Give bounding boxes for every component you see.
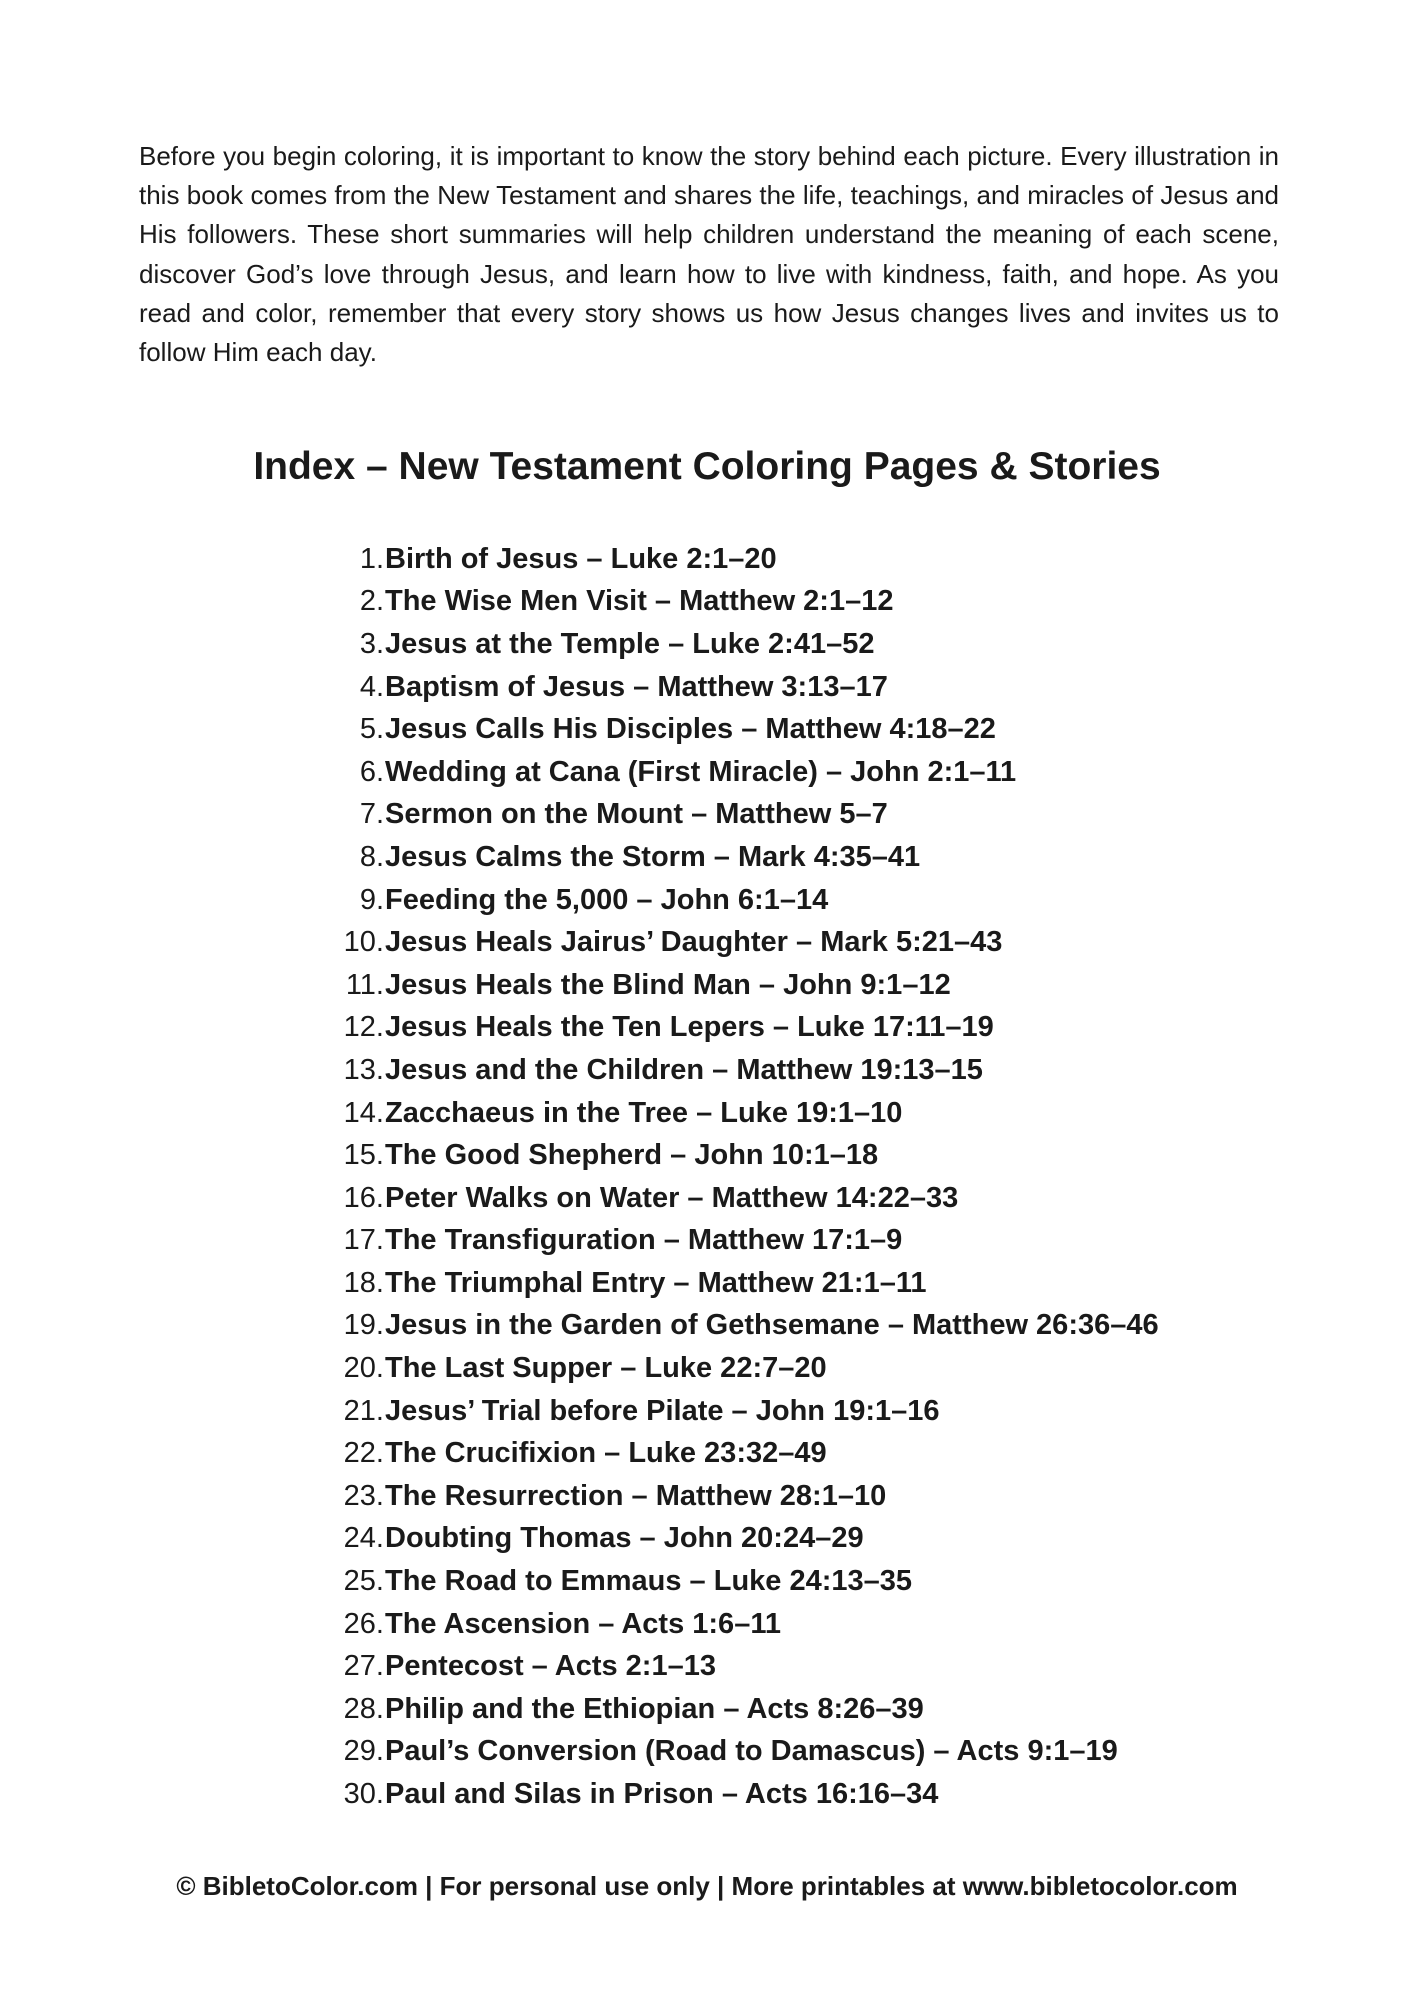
footer-text: © BibletoColor.com | For personal use only | More printables at www.bibletocolor.com xyxy=(176,1871,1238,1901)
index-item-title: Paul and Silas in Prison – Acts 16:16–34 xyxy=(385,1778,939,1811)
index-item-title: Jesus Calms the Storm – Mark 4:35–41 xyxy=(385,840,921,873)
index-item xyxy=(320,1432,1159,1475)
index-item xyxy=(320,1220,1159,1263)
index-item-title: The Crucifixion – Luke 23:32–49 xyxy=(385,1437,827,1470)
index-item-title: Jesus Heals Jairus’ Daughter – Mark 5:21–43 xyxy=(385,926,1003,959)
index-item xyxy=(320,794,1159,837)
index-item-number: 2. xyxy=(359,585,384,618)
index-item xyxy=(320,1177,1159,1220)
index-item-number: 24. xyxy=(343,1522,384,1555)
index-item-title: Jesus Heals the Blind Man – John 9:1–12 xyxy=(385,968,951,1001)
index-item xyxy=(320,836,1159,879)
index-item xyxy=(320,964,1159,1007)
index-item-number: 29. xyxy=(343,1735,384,1768)
index-item-number: 14. xyxy=(343,1096,384,1129)
index-item-title: The Last Supper – Luke 22:7–20 xyxy=(385,1352,827,1385)
index-item-title: The Resurrection – Matthew 28:1–10 xyxy=(385,1479,887,1512)
index-item xyxy=(320,1603,1159,1646)
index-item xyxy=(320,879,1159,922)
index-item-number: 30. xyxy=(343,1778,384,1811)
index-item-title: Pentecost – Acts 2:1–13 xyxy=(385,1650,716,1683)
index-item-title: Feeding the 5,000 – John 6:1–14 xyxy=(385,883,829,916)
index-item xyxy=(320,1007,1159,1050)
index-item xyxy=(320,1134,1159,1177)
index-item-title: Philip and the Ethiopian – Acts 8:26–39 xyxy=(385,1692,924,1725)
index-item-number: 8. xyxy=(359,840,384,873)
index-item-title: Peter Walks on Water – Matthew 14:22–33 xyxy=(385,1181,959,1214)
index-item-number: 25. xyxy=(343,1565,384,1598)
index-item-number: 11. xyxy=(345,968,384,1001)
index-item-number: 4. xyxy=(359,670,384,703)
index-item xyxy=(320,623,1159,666)
index-item-title: Zacchaeus in the Tree – Luke 19:1–10 xyxy=(385,1096,903,1129)
index-item-title: Birth of Jesus – Luke 2:1–20 xyxy=(385,542,777,575)
index-item-title: Jesus Heals the Ten Lepers – Luke 17:11–19 xyxy=(385,1011,994,1044)
index-item-title: Jesus in the Garden of Gethsemane – Matthew 26:36–46 xyxy=(385,1309,1159,1342)
index-item-number: 10. xyxy=(343,926,384,959)
index-item xyxy=(320,1560,1159,1603)
index-item-title: Jesus Calls His Disciples – Matthew 4:18–22 xyxy=(385,713,996,746)
index-item xyxy=(320,1518,1159,1561)
index-item-number: 28. xyxy=(343,1692,384,1725)
index-item xyxy=(320,1262,1159,1305)
index-item-title: Doubting Thomas – John 20:24–29 xyxy=(385,1522,864,1555)
index-item xyxy=(320,1731,1159,1774)
index-item-number: 19. xyxy=(343,1309,384,1342)
index-item-number: 3. xyxy=(359,627,384,660)
page-title: Index – New Testament Coloring Pages & Stories xyxy=(253,445,1161,488)
index-item-number: 7. xyxy=(359,798,384,831)
intro-paragraph: Before you begin coloring, it is important to know the story behind each picture. Every illustration in this book comes from the New Testament and shares the life, teachings, and miracles of Jesus and His followers. These short summaries will help children understand the meaning of each scene, discover God’s love through Jesus, and learn how to live with kindness, faith, and hope. As you read and color, remember that every story shows us how Jesus changes lives and invites us to follow Him each day. xyxy=(139,141,1279,368)
index-item xyxy=(320,666,1159,709)
index-item-title: The Good Shepherd – John 10:1–18 xyxy=(385,1139,879,1172)
index-item xyxy=(320,1475,1159,1518)
index-item-number: 1. xyxy=(359,542,384,575)
index-item-number: 23. xyxy=(343,1479,384,1512)
index-item-number: 16. xyxy=(343,1181,384,1214)
index-item-number: 5. xyxy=(359,713,384,746)
index-item xyxy=(320,1688,1159,1731)
index-item-number: 20. xyxy=(343,1352,384,1385)
index-item xyxy=(320,708,1159,751)
index-item-number: 17. xyxy=(343,1224,384,1257)
index-item xyxy=(320,1347,1159,1390)
index-item xyxy=(320,1049,1159,1092)
index-item-number: 26. xyxy=(343,1607,384,1640)
index-item xyxy=(320,538,1159,581)
index-item-number: 6. xyxy=(359,755,384,788)
index-item-number: 27. xyxy=(343,1650,384,1683)
index-item-number: 9. xyxy=(359,883,384,916)
index-item-title: The Wise Men Visit – Matthew 2:1–12 xyxy=(385,585,894,618)
index-item xyxy=(320,1645,1159,1688)
index-item-title: The Transfiguration – Matthew 17:1–9 xyxy=(385,1224,903,1257)
index-item-number: 15. xyxy=(343,1139,384,1172)
index-item-number: 13. xyxy=(343,1053,384,1086)
index-item xyxy=(320,1773,1159,1816)
index-item-title: Jesus’ Trial before Pilate – John 19:1–16 xyxy=(385,1394,940,1427)
index-list xyxy=(320,538,1159,1816)
index-item-number: 22. xyxy=(343,1437,384,1470)
index-item-title: Jesus and the Children – Matthew 19:13–15 xyxy=(385,1053,983,1086)
index-item-number: 18. xyxy=(343,1266,384,1299)
index-item xyxy=(320,751,1159,794)
index-item-title: The Ascension – Acts 1:6–11 xyxy=(385,1607,781,1640)
index-item-title: The Triumphal Entry – Matthew 21:1–11 xyxy=(385,1266,927,1299)
index-item-title: Baptism of Jesus – Matthew 3:13–17 xyxy=(385,670,888,703)
index-item xyxy=(320,921,1159,964)
index-item xyxy=(320,581,1159,624)
index-item-number: 21. xyxy=(343,1394,384,1427)
index-item-title: Jesus at the Temple – Luke 2:41–52 xyxy=(385,627,875,660)
index-item-number: 12. xyxy=(343,1011,384,1044)
index-item xyxy=(320,1390,1159,1433)
index-item xyxy=(320,1305,1159,1348)
index-item-title: Wedding at Cana (First Miracle) – John 2:1–11 xyxy=(385,755,1017,788)
index-item-title: Sermon on the Mount – Matthew 5–7 xyxy=(385,798,888,831)
index-item xyxy=(320,1092,1159,1135)
index-item-title: Paul’s Conversion (Road to Damascus) – Acts 9:1–19 xyxy=(385,1735,1118,1768)
index-item-title: The Road to Emmaus – Luke 24:13–35 xyxy=(385,1565,913,1598)
